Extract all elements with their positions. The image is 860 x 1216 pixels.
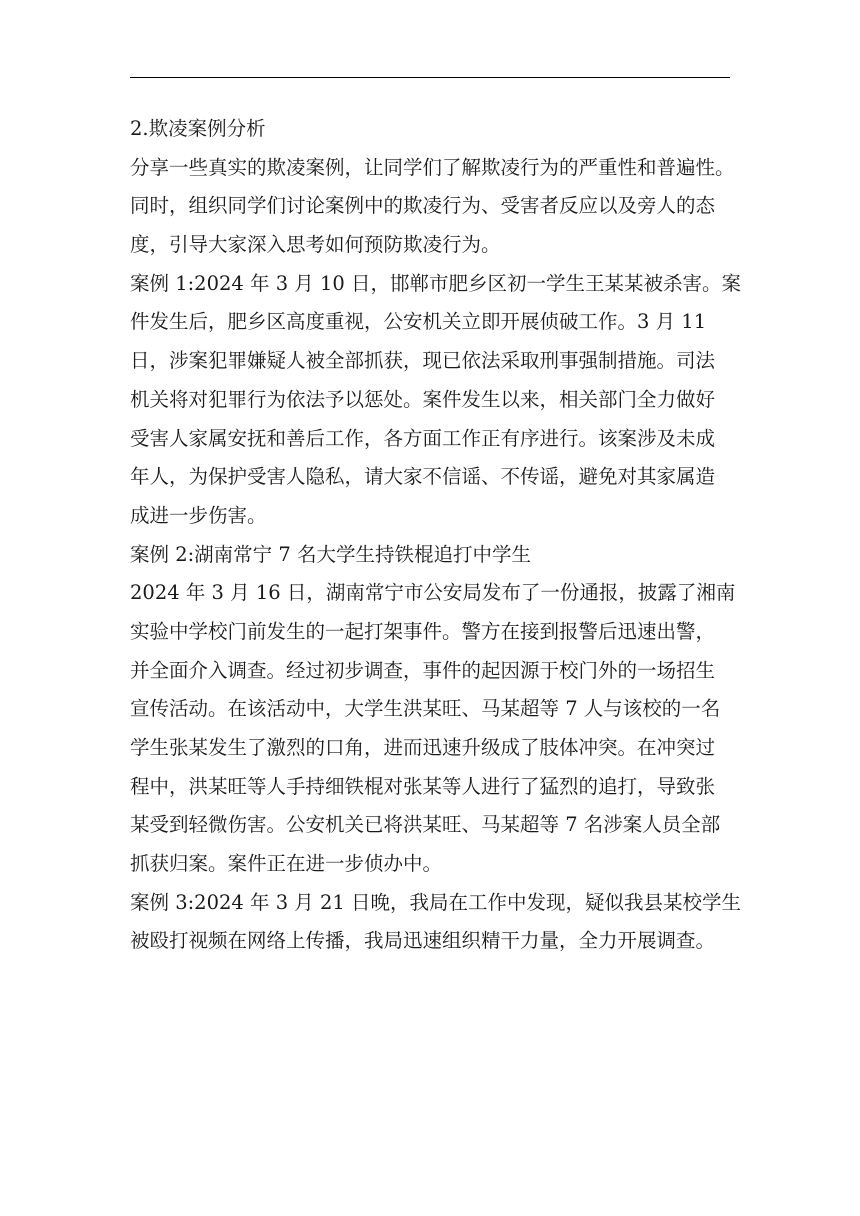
- paragraph-line: 日，涉案犯罪嫌疑人被全部抓获，现已依法采取刑事强制措施。司法: [130, 349, 716, 373]
- paragraph-line: 案例 3:2024 年 3 月 21 日晚，我局在工作中发现，疑似我县某校学生: [130, 890, 742, 914]
- header-divider: [130, 77, 730, 78]
- case-1-paragraph: [130, 265, 740, 536]
- paragraph-line: 某受到轻微伤害。公安机关已将洪某旺、马某超等 7 名涉案人员全部: [130, 813, 721, 837]
- paragraph-line: 成进一步伤害。: [130, 503, 267, 527]
- paragraph-line: 学生张某发生了激烈的口角，进而迅速升级成了肢体冲突。在冲突过: [130, 736, 716, 759]
- paragraph-line: 受害人家属安抚和善后工作，各方面工作正有序进行。该案涉及未成: [130, 426, 716, 450]
- document-body: [130, 110, 740, 961]
- paragraph-line: 机关将对犯罪行为依法予以惩处。案件发生以来，相关部门全力做好: [130, 387, 716, 411]
- heading-text: 2.欺凌案例分析: [130, 117, 266, 140]
- case-title-text: 案例 2:湖南常宁 7 名大学生持铁棍追打中学生: [130, 542, 531, 566]
- paragraph-line: 实验中学校门前发生的一起打架事件。警方在接到报警后迅速出警，: [130, 619, 716, 643]
- paragraph-line: 抓获归案。案件正在进一步侦办中。: [130, 852, 443, 876]
- section-heading: [130, 110, 740, 149]
- paragraph-line: 同时，组织同学们讨论案例中的欺凌行为、受害者反应以及旁人的态: [130, 194, 716, 218]
- paragraph-line: 分享一些真实的欺凌案例，让同学们了解欺凌行为的严重性和普遍性。: [130, 155, 735, 179]
- paragraph-line: 宣传活动。在该活动中，大学生洪某旺、马某超等 7 人与该校的一名: [130, 697, 721, 721]
- case-2-paragraph: [130, 574, 740, 884]
- paragraph-line: 并全面介入调查。经过初步调查，事件的起因源于校门外的一场招生: [130, 658, 716, 682]
- intro-paragraph: [130, 149, 740, 265]
- case-3-paragraph: [130, 884, 740, 961]
- paragraph-line: 程中，洪某旺等人手持细铁棍对张某等人进行了猛烈的追打，导致张: [130, 774, 716, 798]
- paragraph-line: 案例 1:2024 年 3 月 10 日，邯郸市肥乡区初一学生王某某被杀害。案: [130, 271, 742, 295]
- paragraph-line: 度，引导大家深入思考如何预防欺凌行为。: [130, 233, 501, 257]
- paragraph-line: 年人，为保护受害人隐私，请大家不信谣、不传谣，避免对其家属造: [130, 465, 716, 489]
- paragraph-line: 被殴打视频在网络上传播，我局迅速组织精干力量，全力开展调查。: [130, 929, 716, 953]
- case-2-title: [130, 536, 740, 575]
- paragraph-line: 2024 年 3 月 16 日，湖南常宁市公安局发布了一份通报，披露了湘南: [130, 581, 736, 605]
- paragraph-line: 件发生后，肥乡区高度重视，公安机关立即开展侦破工作。3 月 11: [130, 310, 707, 334]
